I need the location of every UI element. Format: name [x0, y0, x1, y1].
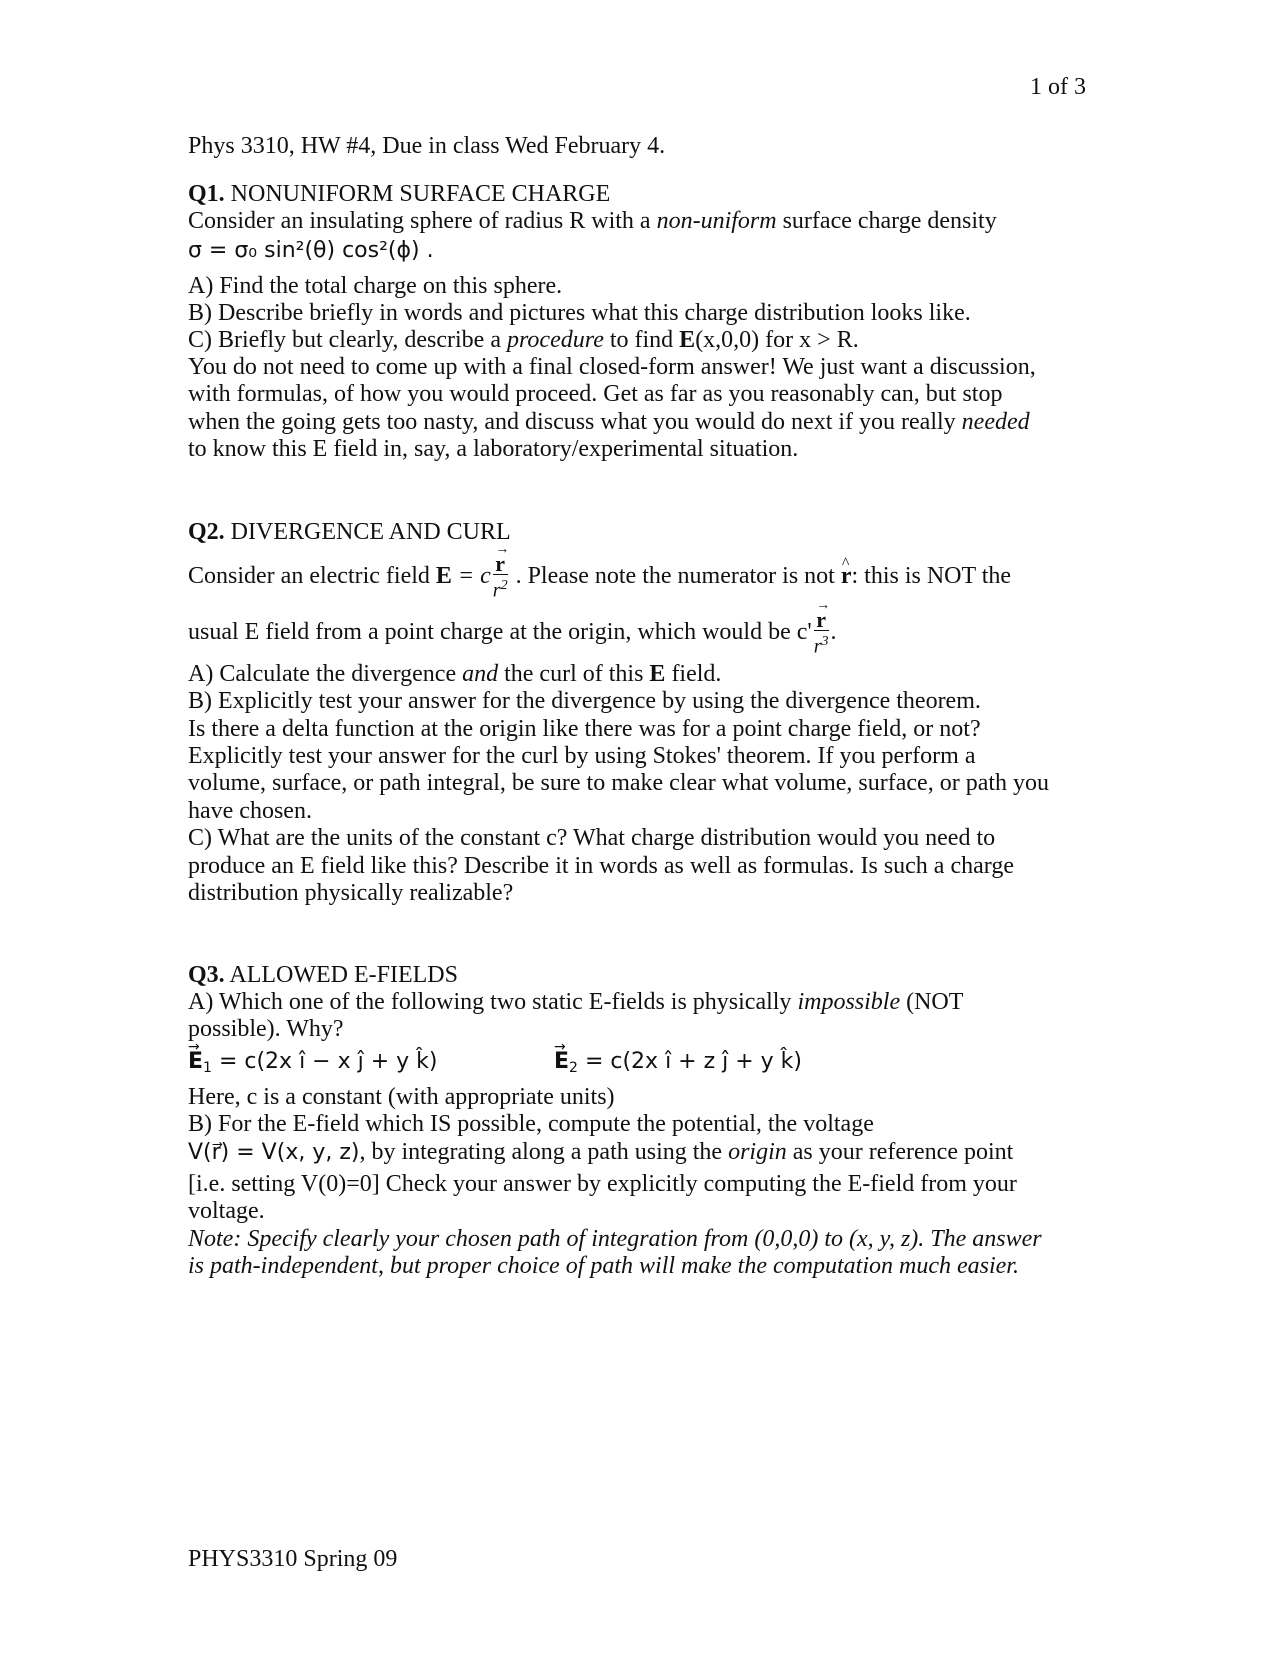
- q2-l1-bold: E: [435, 563, 452, 589]
- q1-part-b: B) Describe briefly in words and pictures what this charge distribution looks like.: [188, 300, 971, 326]
- q3-field-e2: → $E_2 = c(2x$ î + z ĵ + y k̂): [554, 1047, 802, 1083]
- q2-heading: [188, 518, 511, 547]
- q1-heading: [188, 180, 610, 209]
- q3-field-e1: → $E_1 = c(2x$ î − x ĵ + y k̂): [188, 1047, 437, 1083]
- q2-part-b-3: Explicitly test your answer for the curl by using Stokes' theorem. If you perform a: [188, 743, 976, 769]
- q2-a-post: field.: [665, 661, 722, 687]
- q2-part-a: [188, 660, 721, 689]
- q3-note-1-text: Note: Specify clearly your chosen path of integration from (0,0,0) to (x, y, z). The answer: [188, 1226, 1042, 1252]
- q3-part-b-1: B) For the E-field which IS possible, compute the potential, the voltage: [188, 1111, 874, 1137]
- q3-note-1: [188, 1225, 1042, 1254]
- r-hat-symbol: ^ r: [841, 546, 852, 606]
- q3-b2-em: origin: [728, 1139, 787, 1165]
- q2-title: DIVERGENCE AND CURL: [230, 519, 511, 545]
- q3-e1-expr: = c(2x î − x ĵ + y k̂): [218, 1049, 438, 1074]
- q3-heading: [188, 961, 458, 990]
- q3-a1-post: (NOT: [900, 989, 964, 1015]
- q2-part-c-1: C) What are the units of the constant c? What charge distribution would you need to: [188, 825, 996, 851]
- r-over-r3-fraction: → $\frac{r}{r^3}$: [814, 610, 829, 658]
- q2-l1-post: . Please note the numerator is not: [509, 563, 841, 589]
- q1-intro-post: surface charge density: [776, 208, 997, 234]
- q2-point-charge-line: usual E field from a point charge at the origin, which would be c' → $\frac{r}{r^3}$ .: [188, 602, 837, 662]
- q2-a-pre: A) Calculate the divergence: [188, 661, 463, 687]
- page-footer: PHYS3310 Spring 09: [188, 1546, 398, 1572]
- q1-p3-em: needed: [961, 409, 1030, 435]
- q2-part-b-5: have chosen.: [188, 798, 312, 824]
- q1-intro-em: non-uniform: [656, 208, 777, 234]
- q1-p3-pre: when the going gets too nasty, and discuss what you would do next if you really: [188, 409, 962, 435]
- q1-intro-pre: Consider an insulating sphere of radius R with a: [188, 208, 657, 234]
- q3-note-2-text: is path-independent, but proper choice of path will make the computation much easier.: [188, 1253, 1019, 1279]
- q3-b2-post: as your reference point: [786, 1139, 1014, 1165]
- q2-label: Q2.: [188, 519, 225, 545]
- q1-title: NONUNIFORM SURFACE CHARGE: [230, 181, 611, 207]
- q2-l2-text: usual E field from a point charge at the origin, which would be c': [188, 619, 812, 645]
- q2-field-line: [188, 546, 1011, 606]
- q1-label: Q1.: [188, 181, 225, 207]
- page-number: 1 of 3: [1030, 74, 1086, 100]
- q3-part-b-3: [i.e. setting V(0)=0] Check your answer by explicitly computing the E-field from your: [188, 1171, 1017, 1197]
- q2-part-b-2: Is there a delta function at the origin like there was for a point charge field, or not?: [188, 716, 981, 742]
- q2-a-bold: E: [649, 661, 666, 687]
- q2-part-c-3: distribution physically realizable?: [188, 880, 514, 906]
- q3-e2-expr: = c(2x î + z ĵ + y k̂): [584, 1049, 803, 1074]
- q3-a1-em: impossible: [797, 989, 901, 1015]
- q1-c-pre: C) Briefly but clearly, describe a: [188, 327, 507, 353]
- q3-part-b-2: [188, 1138, 1013, 1167]
- q1-c-post: (x,0,0) for x > R.: [695, 327, 859, 353]
- q1-paragraph-4: to know this E field in, say, a laboratory/experimental situation.: [188, 436, 799, 462]
- q3-note-2: [188, 1252, 1019, 1281]
- q3-part-a-2: possible). Why?: [188, 1016, 344, 1042]
- q1-paragraph-1: You do not need to come up with a final closed-form answer! We just want a discussion,: [188, 354, 1036, 380]
- q1-part-c: [188, 326, 859, 355]
- q2-l1-eq: = c: [451, 563, 491, 589]
- r-over-r2-fraction: → $\frac{r}{r^2}$: [493, 554, 508, 602]
- q1-intro: [188, 207, 997, 236]
- q1-formula: σ = σ₀ sin²(θ) cos²(ϕ) .: [188, 238, 434, 263]
- q3-a1-pre: A) Which one of the following two static E-fields is physically: [188, 989, 798, 1015]
- q2-a-mid: the curl of this: [498, 661, 650, 687]
- q2-part-b-4: volume, surface, or path integral, be sure to make clear what volume, surface, or path you: [188, 770, 1050, 796]
- q3-title: ALLOWED E-FIELDS: [229, 962, 458, 988]
- q1-c-mid: to find: [603, 327, 680, 353]
- q2-a-em: and: [462, 661, 499, 687]
- q2-l1-pre: Consider an electric field: [188, 563, 436, 589]
- q3-label: Q3.: [188, 962, 225, 988]
- q1-paragraph-2: with formulas, of how you would proceed. Get as far as you reasonably can, but stop: [188, 381, 1003, 407]
- q3-part-b-4: voltage.: [188, 1198, 265, 1224]
- q3-part-a-1: [188, 988, 963, 1017]
- q1-paragraph-3: [188, 408, 1030, 437]
- q2-part-c-2: produce an E field like this? Describe it in words as well as formulas. Is such a charge: [188, 853, 1014, 879]
- q1-c-em: procedure: [506, 327, 604, 353]
- q2-l1-post2: : this is NOT the: [851, 563, 1012, 589]
- q3-b2-math: V(r⃗) = V(x, y, z): [188, 1140, 360, 1165]
- header-line: Phys 3310, HW #4, Due in class Wed February 4.: [188, 133, 666, 159]
- q3-b2-pre: , by integrating along a path using the: [359, 1139, 729, 1165]
- q1-part-a: A) Find the total charge on this sphere.: [188, 273, 563, 299]
- q3-here: Here, c is a constant (with appropriate units): [188, 1084, 615, 1110]
- q2-part-b-1: B) Explicitly test your answer for the divergence by using the divergence theorem.: [188, 688, 981, 714]
- q1-c-bold: E: [679, 327, 696, 353]
